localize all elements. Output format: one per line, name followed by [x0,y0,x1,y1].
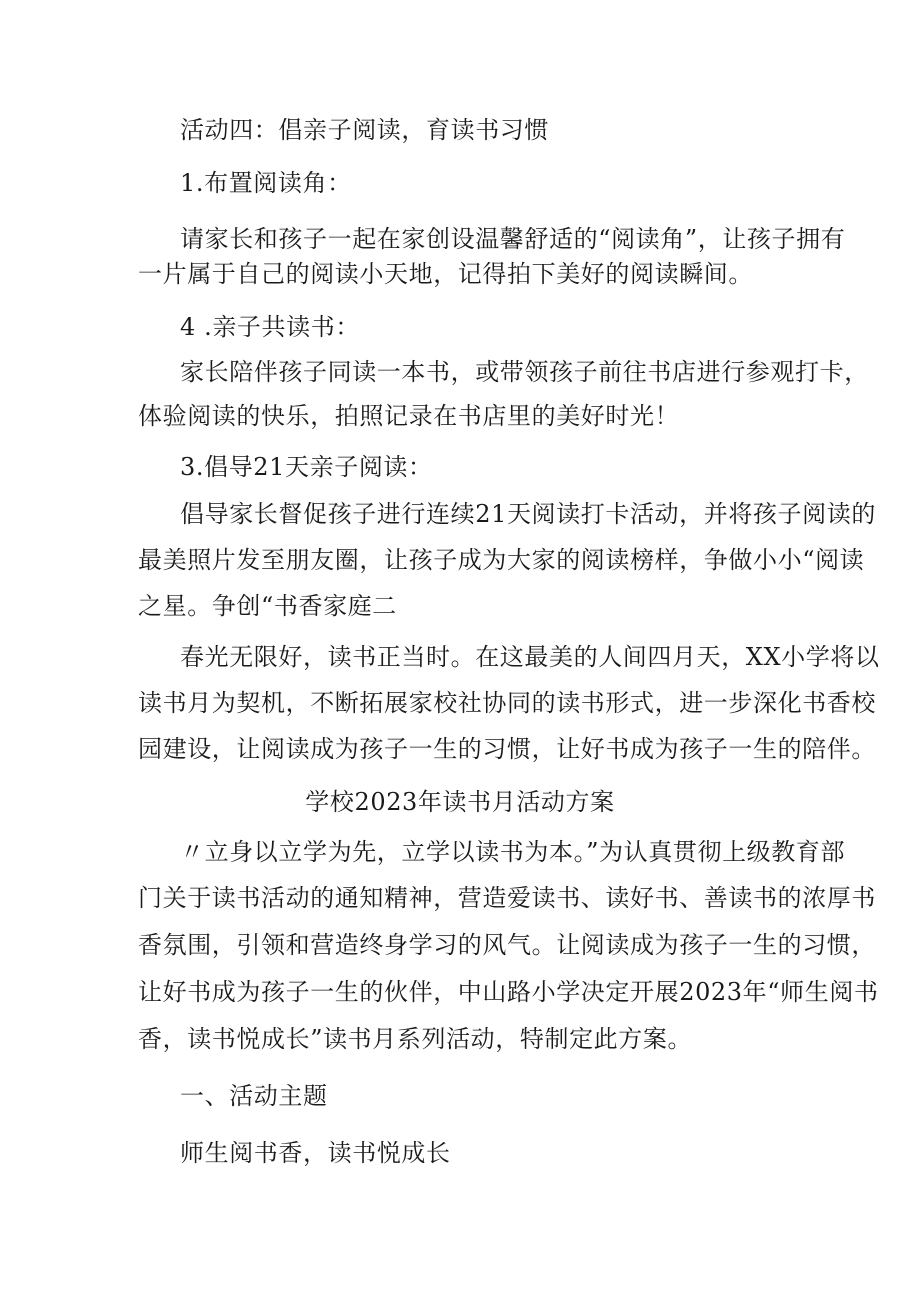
paragraph-line: 香，读书悦成长”读书月系列活动，特制定此方案。 [138,1025,693,1053]
paragraph-line: 园建设，让阅读成为孩子一生的习惯，让好书成为孩子一生的陪伴。 [138,735,876,763]
paragraph-line: 门关于读书活动的通知精神，营造爱读书、读好书、善读书的浓厚书 [138,884,876,912]
paragraph-line: 一片属于自己的阅读小天地，记得拍下美好的阅读瞬间。 [138,260,753,288]
paragraph-line: 〃立身以立学为先，立学以读书为本。”为认真贯彻上级教育部 [180,838,846,866]
paragraph-line: 之星。争创“书香家庭二 [138,592,397,620]
paragraph-line: 香氛围，引领和营造终身学习的风气。让阅读成为孩子一生的习惯， [138,931,876,959]
paragraph-line: 请家长和孩子一起在家创设温馨舒适的“阅读角”，让孩子拥有 [180,225,846,253]
paragraph-line: 倡导家长督促孩子进行连续21天阅读打卡活动，并将孩子阅读的 [180,500,876,528]
document-title: 学校2023年读书月活动方案 [305,788,615,816]
paragraph-line: 家长陪伴孩子同读一本书，或带领孩子前往书店进行参观打卡， [180,358,869,386]
paragraph-line: 体验阅读的快乐，拍照记录在书店里的美好时光！ [138,402,680,430]
section-heading: 一、活动主题 [180,1082,328,1110]
paragraph-line: 读书月为契机，不断拓展家校社协同的读书形式，进一步深化书香校 [138,689,876,717]
item-heading: 4 .亲子共读书： [180,313,360,341]
paragraph-line: 让好书成为孩子一生的伙伴，中山路小学决定开展2023年“师生阅书 [138,978,879,1006]
paragraph-line: 最美照片发至朋友圈，让孩子成为大家的阅读榜样，争做小小“阅读 [138,546,865,574]
theme-text: 师生阅书香，读书悦成长 [180,1139,451,1167]
item-heading: 3.倡导21天亲子阅读： [180,453,433,481]
activity-heading: 活动四：倡亲子阅读，育读书习惯 [180,116,549,144]
item-heading: 1.布置阅读角： [180,169,352,197]
paragraph-line: 春光无限好，读书正当时。在这最美的人间四月天，XX小学将以 [180,643,880,671]
